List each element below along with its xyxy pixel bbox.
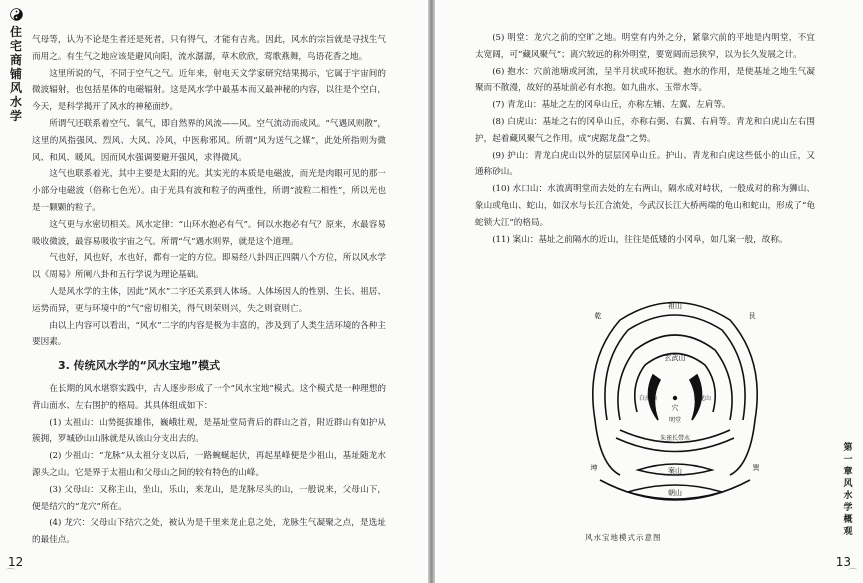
label-kun: 坤 [590, 464, 598, 472]
label-xun: 巽 [752, 464, 760, 472]
page-number: 12 [8, 555, 24, 569]
paragraph: 在长期的风水堪察实践中，古人逐步形成了一个“风水宝地”模式。这个模式是一种理想的背山面水、左右围护的格局。其具体组成如下： [32, 383, 386, 411]
list-item: (1) 太祖山：山势挺拔雄伟，巍峨壮观，是基址堂局背后的群山之首，附近群山有如护从簇拥，罗城砂山山脉就是从该山分支出去的。 [32, 417, 386, 445]
label-zushan: 祖山 [668, 302, 682, 310]
paragraph: 这气也联系着光，其中主要是太阳的光。其实光的本质是电磁波，而光是肉眼可见的那一小部分电磁波（俗称七色光）。由于光具有波和粒子的两重性，所谓“波粒二相性”，所以光也是一颗颗的粒子。 [32, 169, 386, 213]
chapter-tab-text: 第 一 章 风 水 学 概 观 [843, 443, 853, 537]
book-gutter [428, 0, 435, 583]
list-item: (10) 水口山：水流离明堂而去处的左右两山，隔水成对峙状，一般成对的称为狮山、象山或龟山、蛇山，如汉水与长江合流处，今武汉长江大桥两端的龟山和蛇山，形成了“龟蛇锁大江”的格局。 [475, 184, 815, 228]
paragraph: 气母等，认为不论是生者还是死者，只有得气，才能有吉兆。因此，风水的宗旨就是寻找生气而用之。有生气之地应该是避风向阳，流水潺潺，草木欣欣，莺歌燕舞，鸟语花香之地。 [32, 35, 386, 62]
label-mingtang: 明堂 [668, 417, 682, 424]
label-qian: 乾 [594, 312, 602, 320]
left-column-text [32, 32, 386, 549]
list-item: (11) 案山：基址之前隔水的近山，往往是低矮的小冈阜，如几案一般，故称。 [492, 234, 788, 245]
list-item: (5) 明堂：龙穴之前的空旷之地。明堂有内外之分，紧靠穴前的平地是内明堂，不宜太宽阔，可“藏风聚气”；离穴较远的称外明堂，要宽阔而忌狭窄，以为长久发展之计。 [475, 33, 815, 60]
page-curl-mark: ⌒ [6, 569, 16, 579]
left-page [0, 0, 428, 583]
paragraph: 气也好，风也好，水也好，都有一定的方位。即易经八卦四正四隅八个方位，所以风水学以《周易》所阐八卦和五行学说为理论基础。 [32, 253, 386, 281]
right-page [435, 0, 863, 583]
fengshui-diagram [580, 280, 770, 530]
right-column-text [475, 30, 815, 248]
outer-mountain-ring [590, 303, 757, 476]
taiji-icon [10, 8, 23, 21]
section-title: 3. 传统风水学的“风水宝地”模式 [58, 359, 221, 373]
label-chaoshan: 朝山 [668, 489, 682, 497]
paragraph: 所谓气还联系着空气、氧气，即自然界的风流——风。空气流动而成风。“气遇风则散”，这里的风指强风、烈风、大风、冷风，中医称邪风。所谓“风为送气之媒”，此处所指则为微风、和风、暖风。因而风水强调要避开强风，求得微风。 [32, 118, 386, 163]
paragraph: 人是风水学的主体，因此“风水”二字还关系到人体场。人体场因人的性别、生长、祖居、运势而异，更与环境中的“气”密切相关，得气则荣则兴，失之则衰则亡。 [32, 286, 386, 314]
label-zhuque: 朱雀长带水 [659, 435, 691, 442]
label-xue: 穴 [671, 404, 679, 412]
page-curl-mark: ⌒ [847, 569, 857, 579]
side-title-text: 住 宅 商 铺 风 水 学 [9, 25, 22, 123]
list-item: (3) 父母山：又称主山，坐山，乐山，来龙山，是龙脉尽头的山，一般说来，父母山下，便是结穴的“龙穴”所在。 [32, 484, 386, 512]
label-gen: 艮 [748, 312, 756, 320]
xue-point [673, 396, 677, 400]
paragraph: 这里所说的气，不同于空气之气。近年来，射电天文学家研究结果揭示，它属于宇宙间的微波辐射，也包括星体的电磁辐射。这是风水学中最基本而又最神秘的内容，以往是个空白，今天，是科学揭开了风水的神秘面纱。 [32, 68, 386, 113]
list-item: (9) 护山：青龙白虎山以外的层层冈阜山丘。护山、青龙和白虎这些低小的山丘，又通称砂山。 [475, 150, 815, 178]
list-item: (6) 抱水：穴前池塘或河流，呈半月状或环抱状。抱水的作用，是使基址之地生气凝聚而不散漫，故好的基址前必有水抱。如九曲水、玉带水等。 [475, 66, 815, 94]
paragraph: 由以上内容可以看出，“风水”二字的内容是极为丰富的，涉及到了人类生活环境的各种主要因素。 [32, 320, 386, 348]
page-number: 13 [835, 555, 851, 569]
list-item: (8) 白虎山：基址之右的冈阜山丘，亦称右弼、右翼、右肩等。青龙和白虎山左右围护，起着藏风聚气之作用，成“虎踞龙盘”之势。 [475, 116, 815, 144]
diagram-caption: 风水宝地模式示意图 [585, 533, 662, 542]
label-anshan: 案山 [668, 467, 682, 475]
list-item: (7) 青龙山：基址之左的冈阜山丘，亦称左辅、左翼、左肩等。 [492, 100, 731, 111]
label-qinglong: 青龙山 [692, 395, 712, 402]
list-item: (2) 少祖山：“龙脉”从太祖分支以后，一路蜿蜒起伏，再起星峰便是少祖山，基址随龙水源头之山。它是界于太祖山和父母山之间的较有特色的山峰。 [32, 451, 386, 478]
book-side-title [8, 8, 24, 123]
label-baihu: 白虎山 [638, 395, 658, 402]
paragraph: 这气更与水密切相关。风水定律：“山环水抱必有气”。何以水抱必有气？原来，水最容易吸收微波，最容易吸收宇宙之气。所谓“气”遇水则界，就是这个道理。 [32, 219, 386, 247]
list-item: (4) 龙穴：父母山下结穴之处，被认为是千里来龙止息之处，龙脉生气凝聚之点，是选址的最佳点。 [32, 518, 386, 546]
chapter-tab [841, 442, 855, 538]
label-xuanwu: 玄武山 [664, 354, 686, 362]
